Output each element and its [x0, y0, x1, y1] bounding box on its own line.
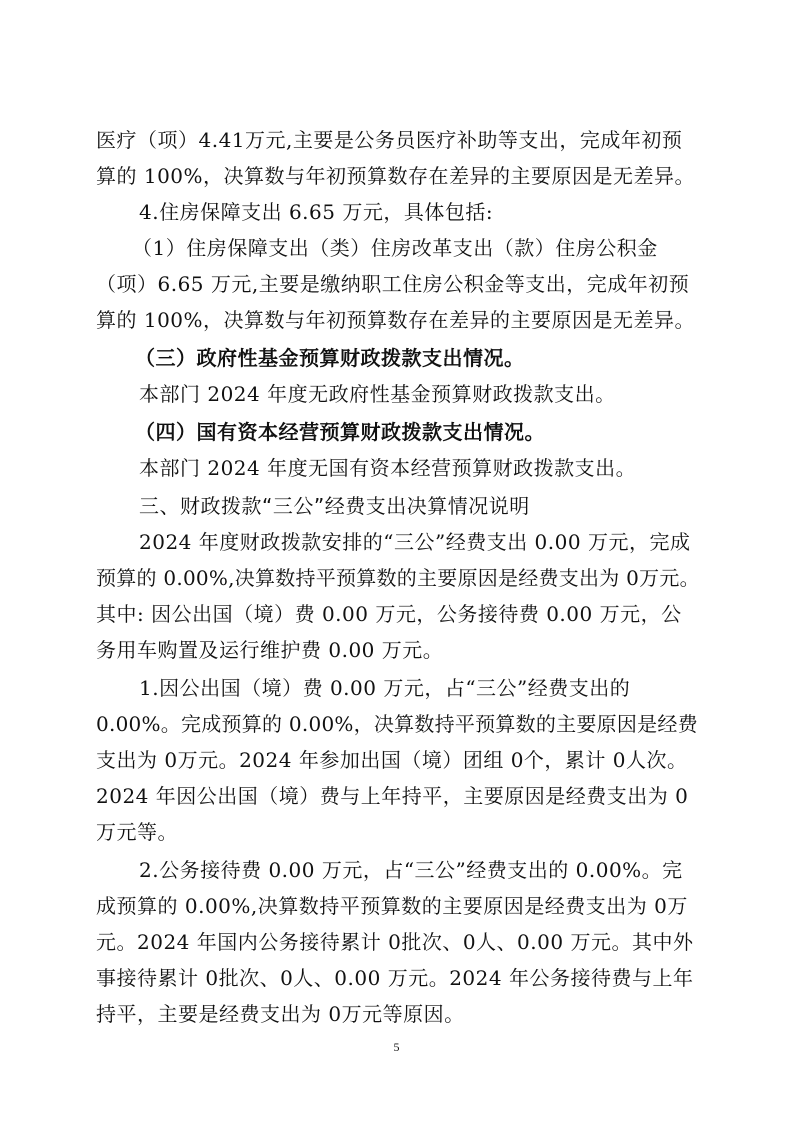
paragraph-line: [0, 376, 793, 412]
text-line: 2024 年因公出国（境）费与上年持平，主要原因是经费支出为 0: [96, 784, 689, 808]
paragraph-line: [0, 670, 793, 706]
text-line: 2024 年度财政拨款安排的“三公”经费支出 0.00 万元，完成: [139, 530, 691, 554]
paragraph-line: [0, 814, 793, 850]
paragraph-line: [0, 158, 793, 194]
text-line: 算的 100%，决算数与年初预算数存在差异的主要原因是无差异。: [96, 308, 696, 332]
paragraph-line: [0, 230, 793, 266]
paragraph-line: [0, 302, 793, 338]
paragraph-line: [0, 888, 793, 924]
paragraph-line: [0, 194, 793, 230]
text-line: 1.因公出国（境）费 0.00 万元，占“三公”经费支出的: [139, 676, 631, 700]
text-line: 成预算的 0.00%,决算数持平预算数的主要原因是经费支出为 0万: [96, 894, 688, 918]
section-heading-text: （三）政府性基金预算财政拨款支出情况。: [135, 346, 525, 370]
paragraph-line: [0, 996, 793, 1032]
paragraph-line: [0, 122, 793, 158]
text-line: 医疗（项）4.41万元,主要是公务员医疗补助等支出，完成年初预: [96, 128, 683, 152]
paragraph-line: [0, 778, 793, 814]
text-line: 本部门 2024 年度无政府性基金预算财政拨款支出。: [139, 382, 616, 406]
paragraph-line: [0, 960, 793, 996]
text-line: 支出为 0万元。2024 年参加出国（境）团组 0个，累计 0人次。: [96, 748, 688, 772]
paragraph-line: [0, 450, 793, 486]
section-heading: [0, 340, 793, 376]
paragraph-line: [0, 596, 793, 632]
paragraph-line: [0, 560, 793, 596]
text-line: 算的 100%，决算数与年初预算数存在差异的主要原因是无差异。: [96, 164, 696, 188]
text-line: （1）住房保障支出（类）住房改革支出（款）住房公积金: [132, 236, 658, 260]
paragraph-line: [0, 524, 793, 560]
text-line: 持平，主要是经费支出为 0万元等原因。: [96, 1002, 465, 1026]
section-heading-text: （四）国有资本经营预算财政拨款支出情况。: [135, 420, 545, 444]
text-line: 万元等。: [96, 820, 178, 844]
paragraph-line: [0, 706, 793, 742]
paragraph-line: [0, 852, 793, 888]
paragraph-line: [0, 742, 793, 778]
section-heading: [0, 414, 793, 450]
section-heading-text: 三、财政拨款“三公”经费支出决算情况说明: [139, 494, 530, 518]
text-line: 4.住房保障支出 6.65 万元，具体包括:: [139, 200, 494, 224]
text-line: 0.00%。完成预算的 0.00%，决算数持平预算数的主要原因是经费: [96, 712, 698, 736]
text-line: 其中: 因公出国（境）费 0.00 万元，公务接待费 0.00 万元，公: [96, 602, 682, 626]
text-line: 预算的 0.00%,决算数持平预算数的主要原因是经费支出为 0万元。: [96, 566, 700, 590]
section-heading: [0, 488, 793, 524]
text-line: 元。2024 年国内公务接待累计 0批次、0人、0.00 万元。其中外: [96, 930, 694, 954]
text-line: 本部门 2024 年度无国有资本经营预算财政拨款支出。: [139, 456, 637, 480]
text-line: （项）6.65 万元,主要是缴纳职工住房公积金等支出，完成年初预: [96, 272, 690, 296]
paragraph-line: [0, 266, 793, 302]
paragraph-line: [0, 924, 793, 960]
text-line: 2.公务接待费 0.00 万元，占“三公”经费支出的 0.00%。完: [139, 858, 683, 882]
text-line: 事接待累计 0批次、0人、0.00 万元。2024 年公务接待费与上年: [96, 966, 694, 990]
page-number: 5: [393, 1040, 400, 1054]
text-line: 务用车购置及运行维护费 0.00 万元。: [96, 638, 444, 662]
paragraph-line: [0, 632, 793, 668]
